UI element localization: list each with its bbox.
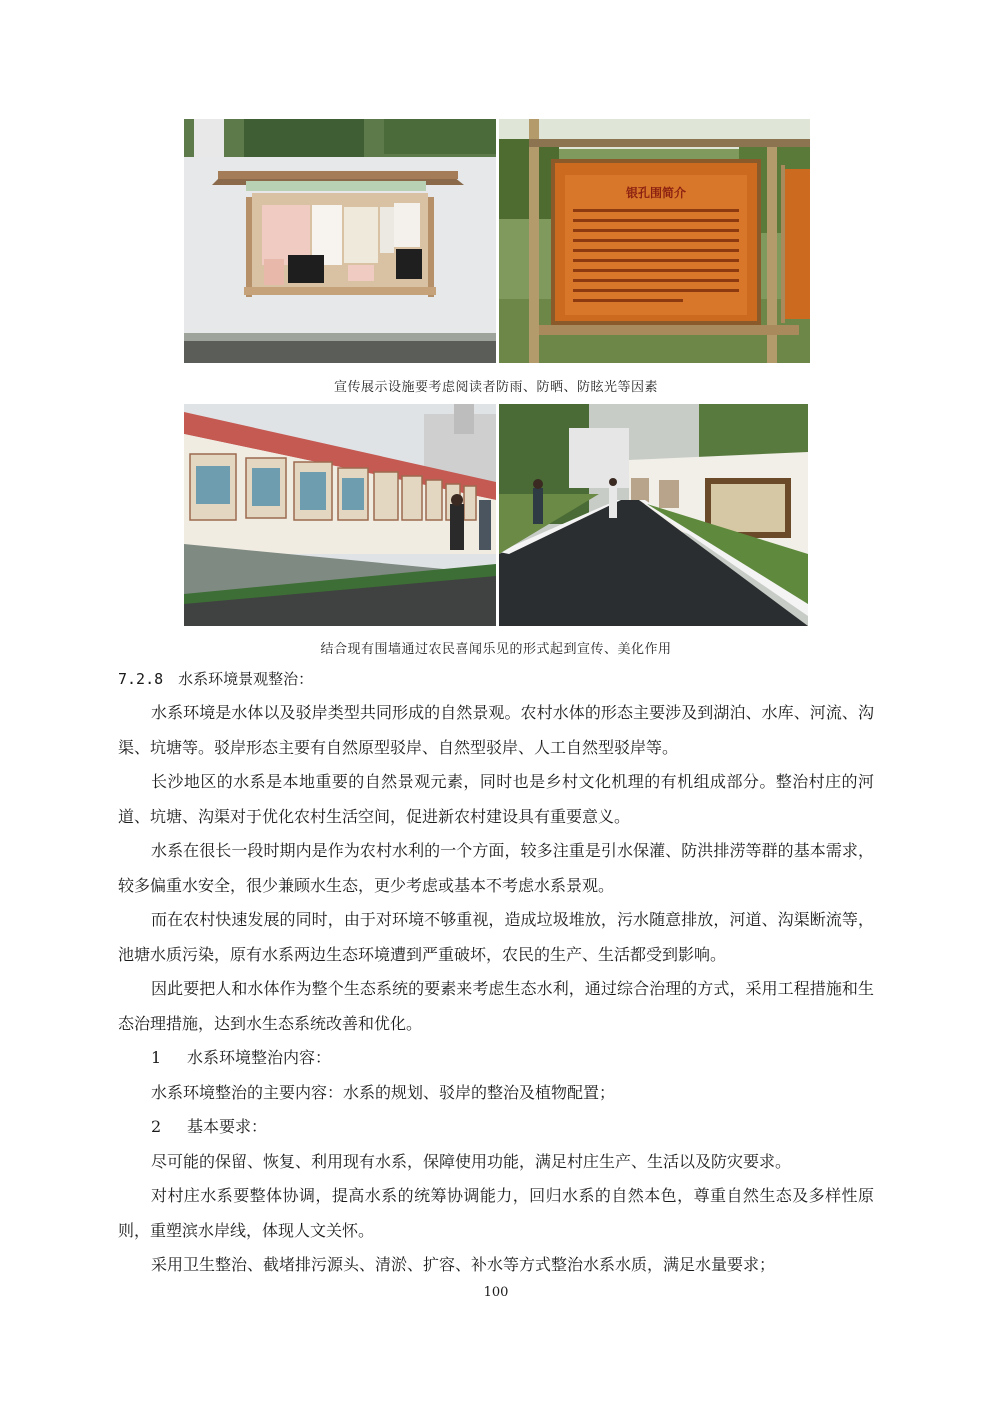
item-1-text: 水系环境整治的主要内容：水系的规划、驳岸的整治及植物配置； (151, 1082, 616, 1102)
paragraph-5: 因此要把人和水体作为整个生态系统的要素来考虑生态水利，通过综合治理的方式，采用工程措施和生态治理措施，达到水生态系统改善和优化。 (118, 979, 874, 1033)
paragraph-3: 水系在很长一段时期内是作为农村水利的一个方面，较多注重是引水保灌、防洪排涝等群的基本需求，较多偏重水安全，很少兼顾水生态，更少考虑或基本不考虑水系景观。 (118, 841, 874, 895)
photo-bulletin-board-wall (184, 119, 496, 363)
page-number: 100 (483, 1285, 509, 1300)
figure-caption-1: 宣传展示设施要考虑阅读者防雨、防晒、防眩光等因素 (333, 380, 658, 395)
requirement-1: 尽可能的保留、恢复、利用现有水系，保障使用功能，满足村庄生产、生活以及防灾要求。 (151, 1151, 792, 1171)
section-heading: 7.2.8 水系环境景观整治： (118, 670, 314, 688)
list-item-2 (118, 1110, 874, 1145)
paragraph-4: 而在农村快速发展的同时，由于对环境不够重视，造成垃圾堆放，污水随意排放，河道、沟渠断流等，池塘水质污染，原有水系两边生态环境遭到严重破坏，农民的生产、生活都受到影响。 (118, 910, 874, 964)
list-item-1-label: 水系环境整治内容： (187, 1048, 332, 1067)
signboard-title: 银孔围简介 (625, 186, 687, 200)
paragraph-1: 水系环境是水体以及驳岸类型共同形成的自然景观。农村水体的形态主要涉及到湖泊、水库、河流、沟渠、坑塘等。驳岸形态主要有自然原型驳岸、自然型驳岸、人工自然型驳岸等。 (118, 703, 874, 757)
list-item-2-label: 基本要求： (187, 1117, 268, 1136)
photo-village-road-mural (499, 404, 808, 626)
list-item-1 (118, 1041, 874, 1076)
photo-wooden-signboard (499, 119, 810, 363)
list-item-2-number: 2 (151, 1117, 162, 1136)
paragraph-2: 长沙地区的水系是本地重要的自然景观元素，同时也是乡村文化机理的有机组成部分。整治村庄的河道、坑塘、沟渠对于优化农村生活空间，促进新农村建设具有重要意义。 (118, 772, 874, 826)
list-item-1-number: 1 (151, 1048, 162, 1067)
figure-caption-2: 结合现有围墙通过农民喜闻乐见的形式起到宣传、美化作用 (320, 642, 672, 657)
photo-painted-wall-road (184, 404, 496, 626)
requirement-3: 采用卫生整治、截堵排污源头、清淤、扩容、补水等方式整治水系水质，满足水量要求； (151, 1255, 776, 1274)
requirement-2: 对村庄水系要整体协调，提高水系的统筹协调能力，回归水系的自然本色，尊重自然生态及多样性原则，重塑滨水岸线，体现人文关怀。 (118, 1186, 874, 1240)
section-body (118, 662, 874, 1283)
